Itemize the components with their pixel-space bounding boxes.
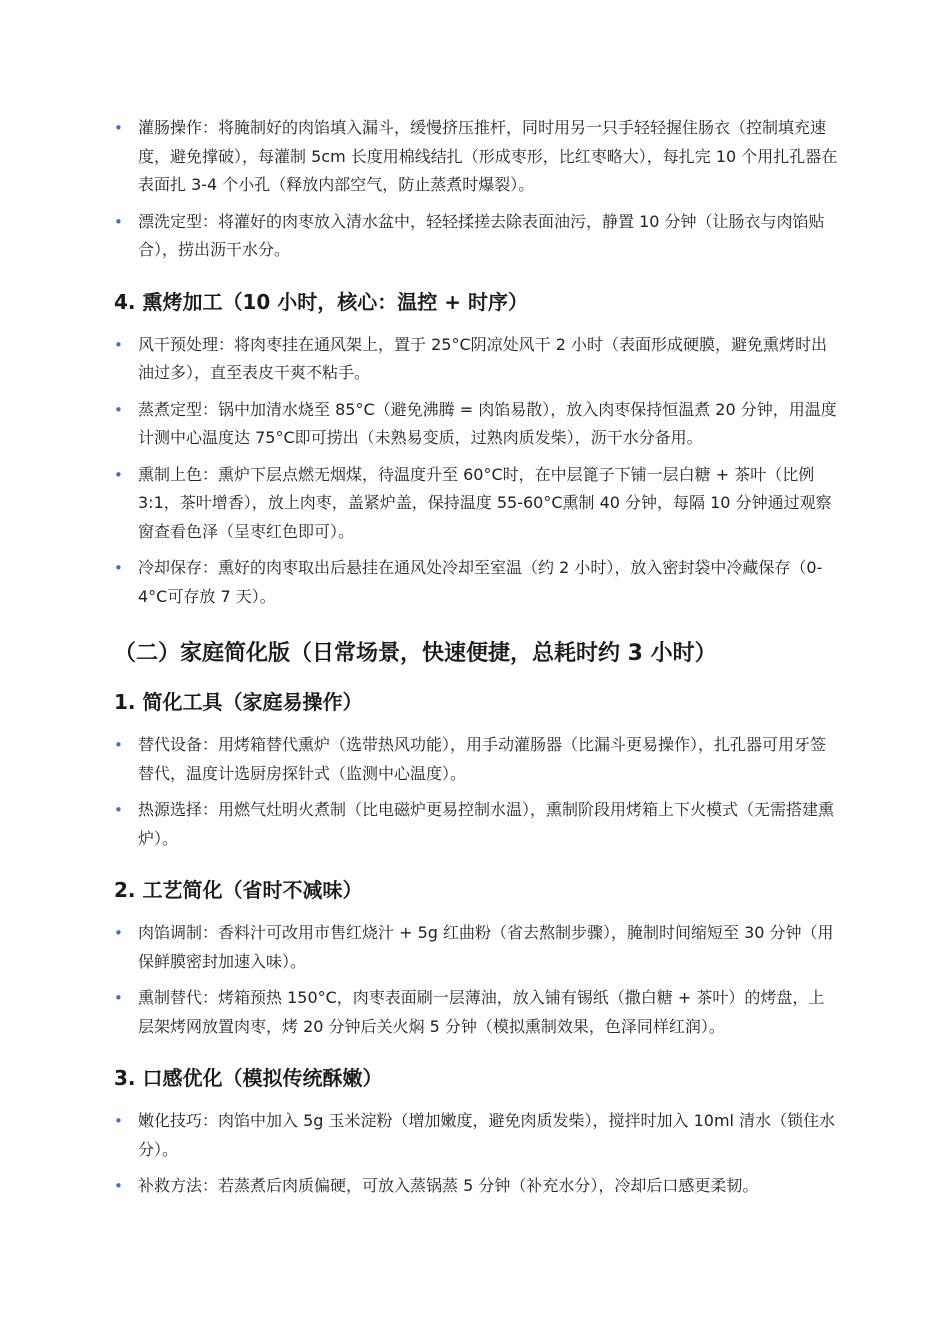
list-item-text: 风干预处理：将肉枣挂在通风架上，置于 25°C阴凉处风干 2 小时（表面形成硬膜，避免熏烤时出油过多），直至表皮干爽不粘手。 bbox=[138, 334, 827, 382]
bullet-list-stuffing bbox=[114, 114, 840, 265]
list-item-text: 灌肠操作：将腌制好的肉馅填入漏斗，缓慢挤压推杆，同时用另一只手轻轻握住肠衣（控制填充速度，避免撑破），每灌制 5cm 长度用棉线结扎（形成枣形，比红枣略大），每扎完 10 个用扎孔器在表面扎 3-4 个小孔（释放内部空气，防止蒸煮时爆裂）。 bbox=[138, 118, 838, 194]
list-item-text: 漂洗定型：将灌好的肉枣放入清水盆中，轻轻揉搓去除表面油污，静置 10 分钟（让肠衣与肉馅贴合），捞出沥干水分。 bbox=[138, 211, 825, 259]
list-item bbox=[114, 461, 840, 547]
list-item-text: 肉馅调制：香料汁可改用市售红烧汁 + 5g 红曲粉（省去熬制步骤），腌制时间缩短至 30 分钟（用保鲜膜密封加速入味）。 bbox=[138, 923, 834, 971]
heading-tools: 1. 简化工具（家庭易操作） bbox=[114, 690, 363, 714]
list-item-text: 嫩化技巧：肉馅中加入 5g 玉米淀粉（增加嫩度，避免肉质发柴），搅拌时加入 10ml 清水（锁住水分）。 bbox=[138, 1111, 836, 1159]
bullet-icon: • bbox=[114, 1177, 123, 1195]
list-item bbox=[114, 114, 840, 200]
bullet-icon: • bbox=[114, 924, 123, 942]
bullet-icon: • bbox=[114, 989, 123, 1007]
list-item bbox=[114, 796, 840, 853]
heading-process: 2. 工艺简化（省时不减味） bbox=[114, 878, 363, 902]
heading-smoke: 4. 熏烤加工（10 小时，核心：温控 + 时序） bbox=[114, 289, 528, 314]
list-item bbox=[114, 208, 840, 265]
list-item-text: 补救方法：若蒸煮后肉质偏硬，可放入蒸锅蒸 5 分钟（补充水分），冷却后口感更柔韧。 bbox=[138, 1176, 759, 1195]
list-item bbox=[114, 984, 840, 1041]
bullet-icon: • bbox=[114, 335, 123, 354]
list-item bbox=[114, 919, 840, 976]
bullet-list-smoke bbox=[114, 331, 840, 612]
bullet-icon: • bbox=[114, 736, 123, 754]
list-item-text: 冷却保存：熏好的肉枣取出后悬挂在通风处冷却至室温（约 2 小时），放入密封袋中冷藏保存（0-4°C可存放 7 天）。 bbox=[138, 558, 823, 606]
list-item bbox=[114, 731, 840, 788]
heading-home-version: （二）家庭简化版（日常场景，快速便捷，总耗时约 3 小时） bbox=[114, 641, 717, 666]
bullet-list-process bbox=[114, 919, 840, 1041]
list-item-text: 热源选择：用燃气灶明火煮制（比电磁炉更易控制水温），熏制阶段用烤箱上下火模式（无需搭建熏炉）。 bbox=[138, 800, 835, 848]
list-item-text: 替代设备：用烤箱替代熏炉（选带热风功能），用手动灌肠器（比漏斗更易操作），扎孔器可用牙签替代，温度计选厨房探针式（监测中心温度）。 bbox=[138, 735, 827, 783]
bullet-icon: • bbox=[114, 801, 123, 819]
bullet-icon: • bbox=[114, 212, 123, 231]
bullet-icon: • bbox=[114, 559, 123, 577]
list-item bbox=[114, 396, 840, 453]
heading-taste: 3. 口感优化（模拟传统酥嫩） bbox=[114, 1066, 383, 1090]
bullet-icon: • bbox=[114, 119, 123, 137]
list-item bbox=[114, 554, 840, 611]
list-item bbox=[114, 1172, 840, 1201]
list-item bbox=[114, 1107, 840, 1164]
list-item-text: 熏制上色：熏炉下层点燃无烟煤，待温度升至 60°C时，在中层篦子下铺一层白糖 + 茶叶（比例 3:1，茶叶增香），放上肉枣，盖紧炉盖，保持温度 55-60°C熏制 40 分钟，每隔 10 分钟通过观察窗查看色泽（呈枣红色即可）。 bbox=[138, 464, 832, 541]
bullet-list-tools bbox=[114, 731, 840, 853]
bullet-icon: • bbox=[114, 400, 123, 419]
list-item bbox=[114, 331, 840, 388]
bullet-icon: • bbox=[114, 465, 123, 484]
bullet-list-taste bbox=[114, 1107, 840, 1201]
list-item-text: 熏制替代：烤箱预热 150°C，肉枣表面刷一层薄油，放入铺有锡纸（撒白糖 + 茶叶）的烤盘，上层架烤网放置肉枣，烤 20 分钟后关火焖 5 分钟（模拟熏制效果，色泽同样红润）。 bbox=[138, 988, 825, 1036]
bullet-icon: • bbox=[114, 1112, 123, 1130]
list-item-text: 蒸煮定型：锅中加清水烧至 85°C（避免沸腾 = 肉馅易散），放入肉枣保持恒温煮 20 分钟，用温度计测中心温度达 75°C即可捞出（未熟易变质，过熟肉质发柴），沥干水分备用。 bbox=[138, 399, 837, 447]
